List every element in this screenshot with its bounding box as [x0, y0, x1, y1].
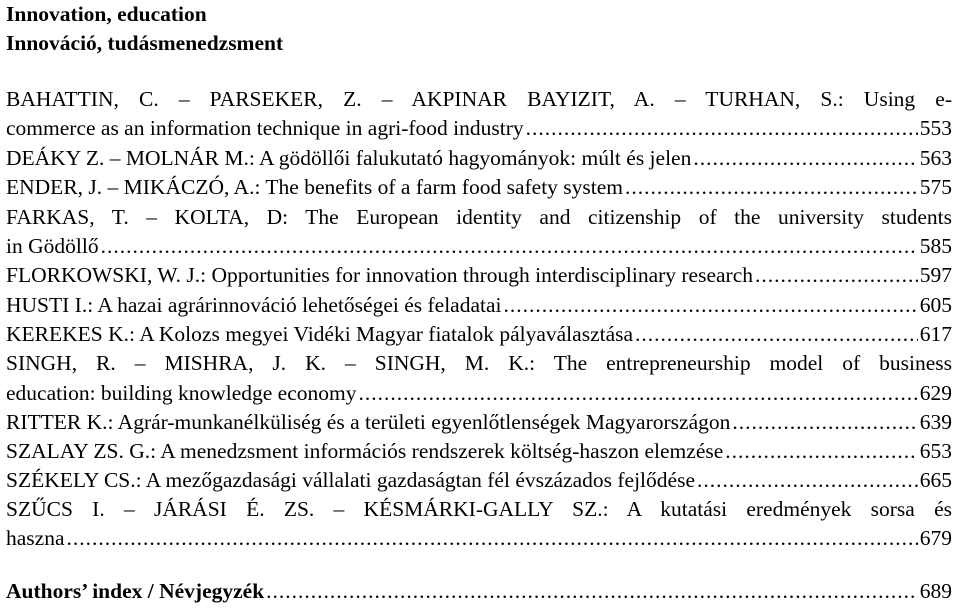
- entry-text: FLORKOWSKI, W. J.: Opportunities for innovation through interdisciplinary research: [6, 263, 754, 287]
- entry-text: DEÁKY Z. – MOLNÁR M.: A gödöllői falukutató hagyományok: múlt és jelen: [6, 146, 692, 170]
- dot-leader: [725, 438, 917, 464]
- entry-text: education: building knowledge economy: [6, 381, 357, 405]
- entry-text: RITTER K.: Agrár-munkanélküliség és a területi egyenlőtlenségek Magyarországon: [6, 410, 731, 434]
- toc-entry[interactable]: [6, 262, 952, 288]
- toc-entry-line: SINGH, R. – MISHRA, J. K. – SINGH, M. K.: The entrepreneurship model of business: [6, 351, 952, 375]
- toc-entry-line: BAHATTIN, C. – PARSEKER, Z. – AKPINAR BAYIZIT, A. – TURHAN, S.: Using e-: [6, 87, 952, 111]
- dot-leader: [359, 380, 918, 406]
- page-number: 585: [919, 234, 952, 258]
- toc-entry[interactable]: [6, 409, 952, 435]
- page-number: 679: [919, 526, 952, 550]
- page-number: 639: [919, 410, 952, 434]
- page-number: 689: [919, 579, 952, 603]
- page-number: 563: [919, 146, 952, 170]
- toc-entry[interactable]: [6, 292, 952, 318]
- section-title-hu: Innováció, tudásmenedzsment: [6, 31, 284, 55]
- page-number: 553: [919, 116, 952, 140]
- entry-text: haszna: [6, 526, 65, 550]
- section-title-en: Innovation, education: [6, 2, 207, 26]
- page-number: 597: [919, 263, 952, 287]
- dot-leader: [101, 233, 918, 259]
- dot-leader: [693, 145, 917, 171]
- toc-entry-line: SZŰCS I. – JÁRÁSI É. ZS. – KÉSMÁRKI-GALLY SZ.: A kutatási eredmények sorsa és: [6, 497, 952, 521]
- dot-leader: [504, 292, 918, 318]
- page-number: 605: [919, 293, 952, 317]
- dot-leader: [755, 262, 918, 288]
- dot-leader: [266, 578, 918, 604]
- toc-entry[interactable]: [6, 321, 952, 347]
- entry-text: HUSTI I.: A hazai agrárinnováció lehetőségei és feladatai: [6, 293, 502, 317]
- authors-index-label: Authors’ index / Névjegyzék: [6, 579, 265, 603]
- dot-leader: [697, 467, 918, 493]
- toc-entry[interactable]: [6, 145, 952, 171]
- dot-leader: [625, 174, 918, 200]
- section-header: [6, 0, 283, 58]
- entry-text: ENDER, J. – MIKÁCZÓ, A.: The benefits of a farm food safety system: [6, 175, 624, 199]
- dot-leader: [732, 409, 917, 435]
- toc-entry[interactable]: [6, 115, 952, 141]
- dot-leader: [635, 321, 918, 347]
- toc-entry[interactable]: [6, 467, 952, 493]
- toc-entry[interactable]: [6, 525, 952, 551]
- entry-text: commerce as an information technique in agri-food industry: [6, 116, 524, 140]
- page-number: 629: [919, 381, 952, 405]
- authors-index-entry[interactable]: [6, 578, 952, 604]
- toc-entry[interactable]: [6, 380, 952, 406]
- page-number: 575: [919, 175, 952, 199]
- toc-entry[interactable]: [6, 438, 952, 464]
- dot-leader: [526, 115, 918, 141]
- entry-text: SZALAY ZS. G.: A menedzsment információs rendszerek költség-haszon elemzése: [6, 439, 724, 463]
- page-number: 617: [919, 322, 952, 346]
- toc-entry[interactable]: [6, 233, 952, 259]
- entry-text: SZÉKELY CS.: A mezőgazdasági vállalati gazdaságtan fél évszázados fejlődése: [6, 468, 695, 492]
- toc-entry-line: FARKAS, T. – KOLTA, D: The European identity and citizenship of the university students: [6, 205, 952, 229]
- dot-leader: [67, 525, 918, 551]
- page-number: 653: [919, 439, 952, 463]
- toc-entry[interactable]: [6, 174, 952, 200]
- page-number: 665: [919, 468, 952, 492]
- entry-text: KEREKES K.: A Kolozs megyei Vidéki Magyar fiatalok pályaválasztása: [6, 322, 634, 346]
- entry-text: in Gödöllő: [6, 234, 99, 258]
